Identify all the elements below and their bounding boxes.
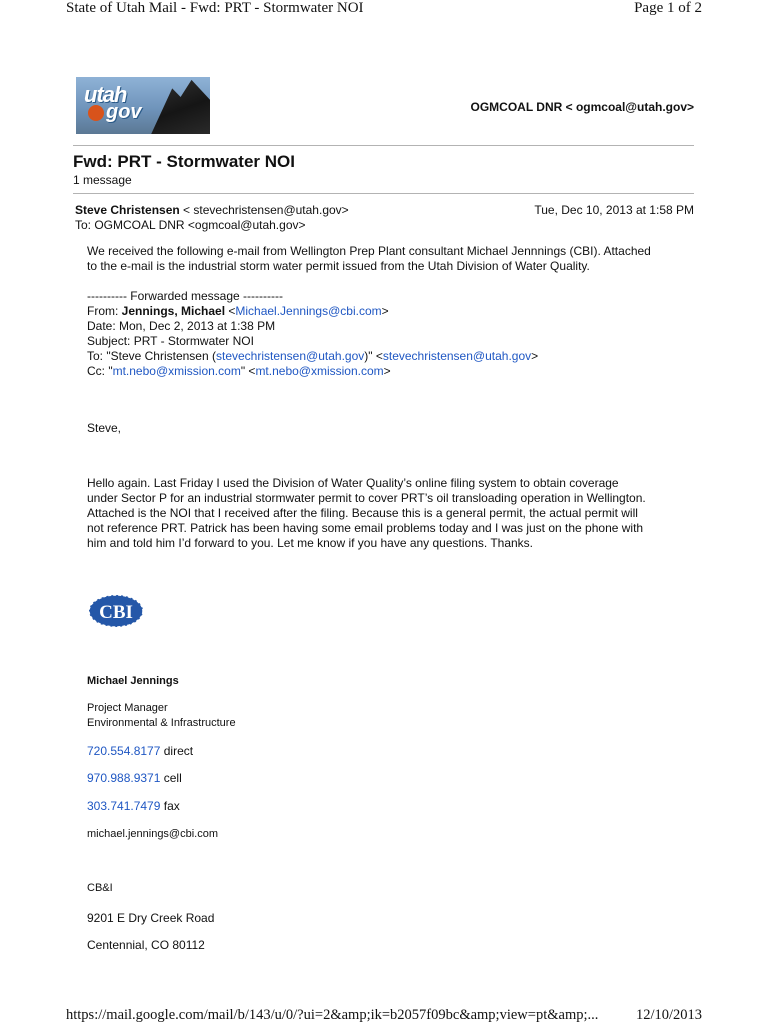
signature-name: Michael Jennings <box>87 675 179 687</box>
forwarded-to: To: "Steve Christensen (stevechristensen@utah.gov)" <stevechristensen@utah.gov> <box>87 349 539 363</box>
forwarded-date: Date: Mon, Dec 2, 2013 at 1:38 PM <box>87 319 276 333</box>
forwarded-header <box>87 289 687 379</box>
signature-email: michael.jennings@cbi.com <box>87 828 219 840</box>
account-label: OGMCOAL DNR < ogmcoal@utah.gov> <box>470 100 694 114</box>
letter-body <box>87 476 687 551</box>
intro-line: to the e-mail is the industrial storm water permit issued from the Utah Division of Water Quality. <box>87 259 590 273</box>
signature-company: CB&I <box>87 882 113 894</box>
signature-department: Environmental & Infrastructure <box>87 717 236 729</box>
forwarded-marker: ---------- Forwarded message ---------- <box>87 289 283 303</box>
forwarded-from-name: Jennings, Michael <box>121 304 226 318</box>
utah-gov-logo <box>76 77 210 134</box>
forwarded-subject: Subject: PRT - Stormwater NOI <box>87 334 254 348</box>
to-email-link[interactable]: stevechristensen@utah.gov <box>382 349 532 363</box>
phone-link[interactable]: 720.554.8177 <box>87 744 161 758</box>
signature-city: Centennial, CO 80112 <box>87 938 205 952</box>
intro-line: We received the following e-mail from Wellington Prep Plant consultant Michael Jennnings (CBI). Attached <box>87 244 651 258</box>
cbi-logo-text: CBI <box>99 602 133 623</box>
forwarded-from-email-link[interactable]: Michael.Jennings@cbi.com <box>235 304 382 318</box>
cbi-logo <box>88 594 144 628</box>
letter-line: Hello again. Last Friday I used the Division of Water Quality’s online filing system to obtain coverage <box>87 476 619 490</box>
signature-phone-direct: 720.554.8177 direct <box>87 744 194 758</box>
signature-title: Project Manager <box>87 702 168 714</box>
letter-line: him and told him I’d forward to you. Let me know if you have any questions. Thanks. <box>87 536 534 550</box>
phone-link[interactable]: 303.741.7479 <box>87 799 161 813</box>
print-footer-url: https://mail.google.com/mail/b/143/u/0/?ui=2&amp;ik=b2057f09bc&amp;view=pt&amp;... <box>66 1007 599 1023</box>
print-header-page: Page 1 of 2 <box>634 0 702 16</box>
to-email-link[interactable]: stevechristensen@utah.gov <box>215 349 365 363</box>
letter-line: not reference PRT. Patrick has been having some email problems today and I was just on the phone with <box>87 521 644 535</box>
cc-email-link[interactable]: mt.nebo@xmission.com <box>255 364 384 378</box>
phone-link[interactable]: 970.988.9371 <box>87 771 161 785</box>
forwarded-cc: Cc: "mt.nebo@xmission.com" <mt.nebo@xmission.com> <box>87 364 391 378</box>
signature-phone-fax: 303.741.7479 fax <box>87 799 180 813</box>
logo-utah-text: utah <box>84 82 127 107</box>
print-header-title: State of Utah Mail - Fwd: PRT - Stormwater NOI <box>66 0 364 16</box>
signature-street: 9201 E Dry Creek Road <box>87 911 215 925</box>
letter-line: under Sector P for an industrial stormwater permit to cover PRT’s oil transloading operation in Wellington. <box>87 491 646 505</box>
message-from <box>75 203 349 217</box>
divider <box>73 145 694 146</box>
thread-subject: Fwd: PRT - Stormwater NOI <box>73 152 295 171</box>
print-footer-date: 12/10/2013 <box>635 1007 702 1023</box>
sender-email: < stevechristensen@utah.gov> <box>179 203 349 217</box>
logo-gov-text: gov <box>106 101 142 123</box>
signature-phone-cell: 970.988.9371 cell <box>87 771 182 785</box>
letter-line: Attached is the NOI that I received after the filing. Because this is a general permit, the actual permit will <box>87 506 638 520</box>
message-date: Tue, Dec 10, 2013 at 1:58 PM <box>534 203 694 217</box>
forwarded-from: From: Jennings, Michael <Michael.Jennings@cbi.com> <box>87 304 389 318</box>
intro-paragraph <box>87 244 687 274</box>
cc-email-link[interactable]: mt.nebo@xmission.com <box>112 364 241 378</box>
sender-name: Steve Christensen <box>75 203 180 217</box>
letter-greeting: Steve, <box>87 421 122 435</box>
message-to: To: OGMCOAL DNR <ogmcoal@utah.gov> <box>75 218 306 232</box>
message-count: 1 message <box>73 173 132 187</box>
divider <box>73 193 694 194</box>
